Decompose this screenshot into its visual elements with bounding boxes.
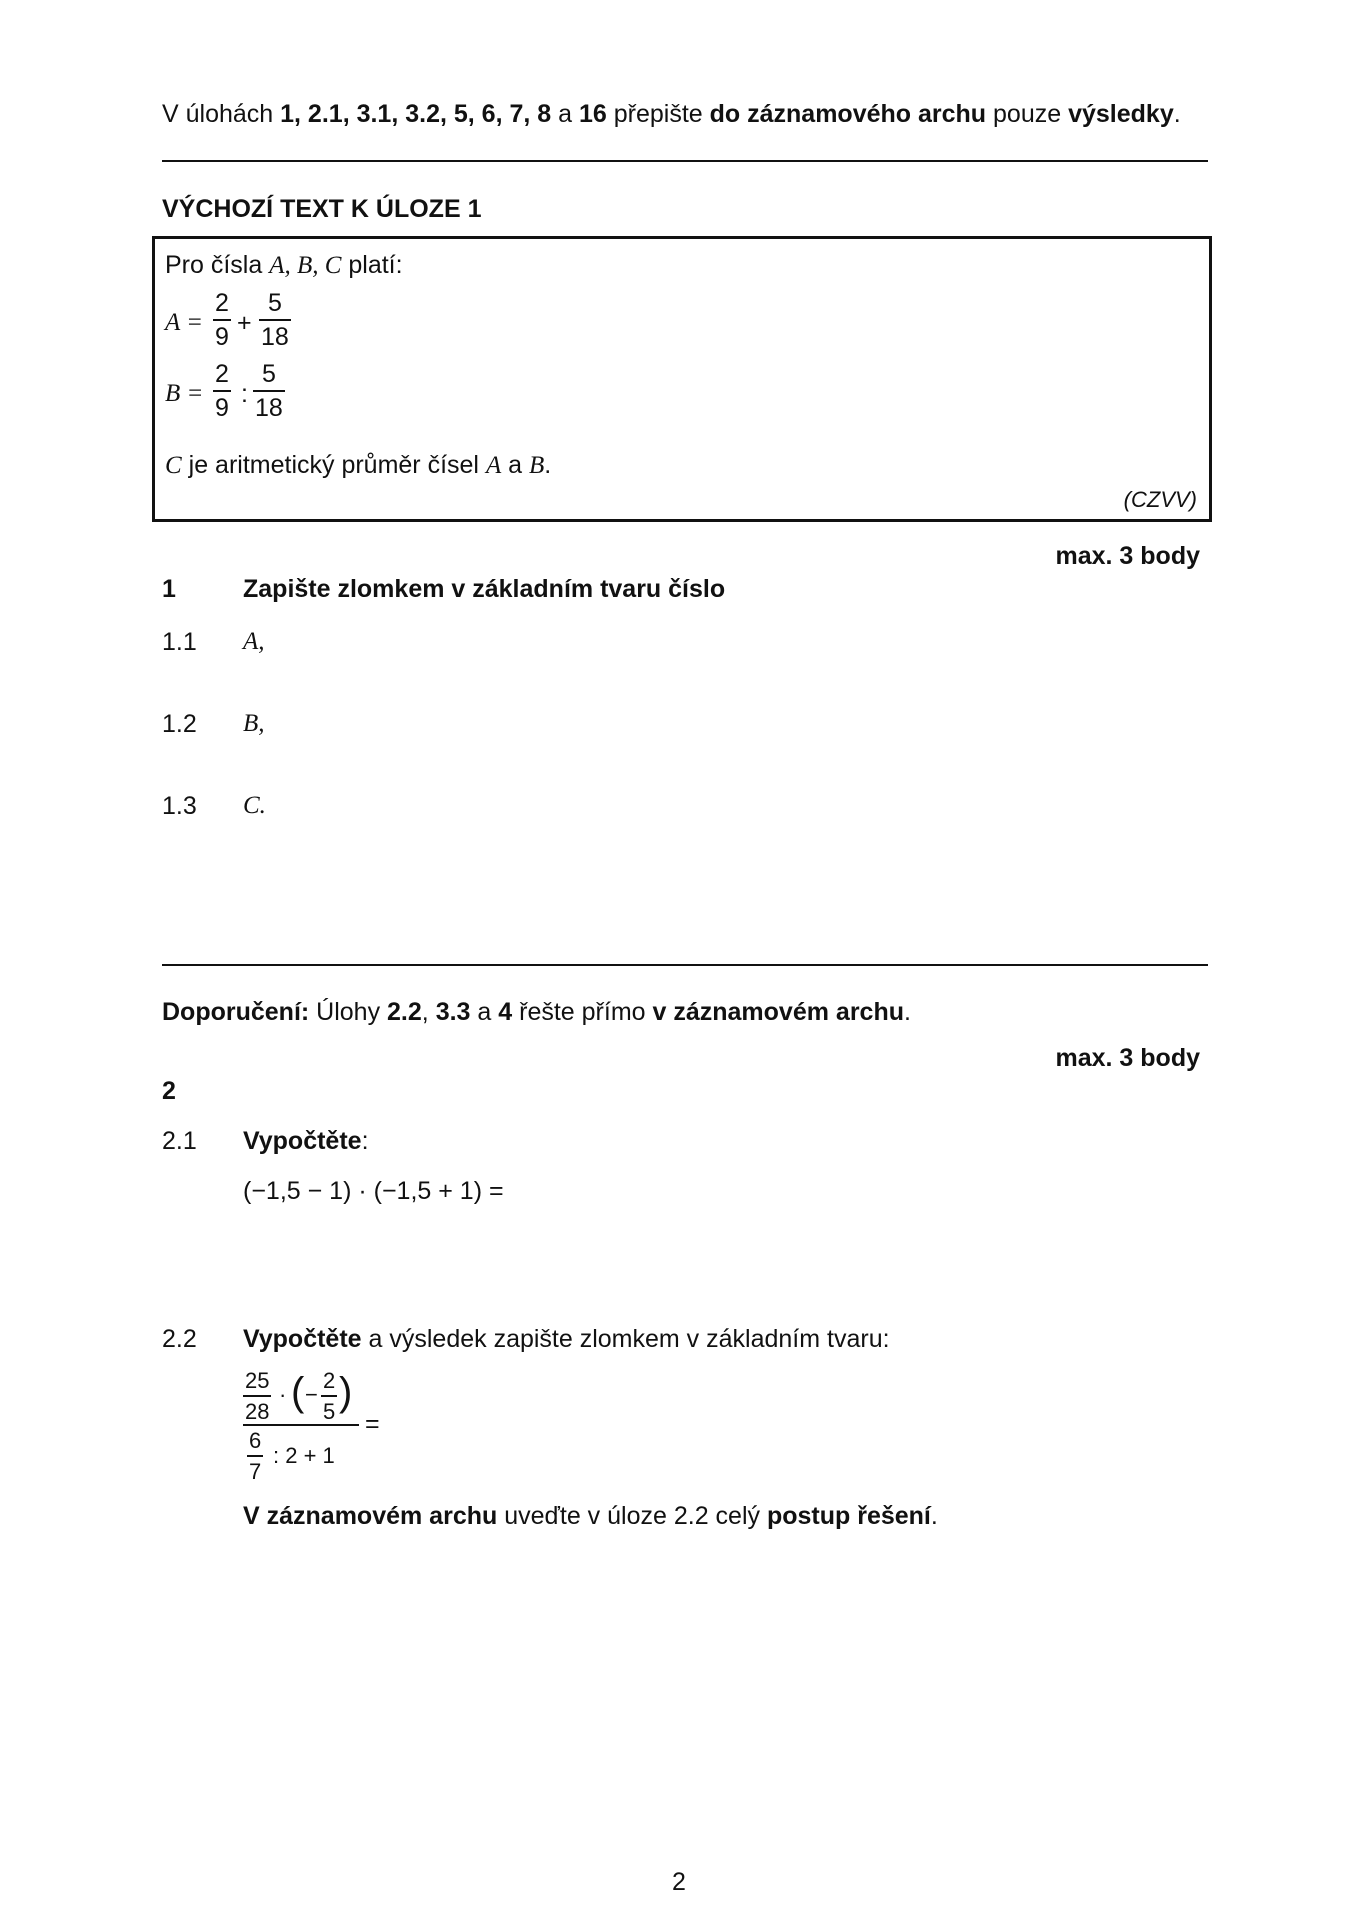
numerator: 2 xyxy=(215,360,229,388)
numerator: 2 xyxy=(323,1368,336,1393)
fraction xyxy=(259,291,291,350)
box-intro xyxy=(165,251,403,280)
subtask-2-1-expression: (−1,5 − 1) · (−1,5 + 1) = xyxy=(243,1177,504,1205)
subtask-2-2-note xyxy=(243,1502,938,1531)
operator: · xyxy=(279,1382,287,1407)
instruction-text: a výsledek zapište zlomkem v základním tvaru: xyxy=(361,1325,890,1353)
subtask-2-1-number: 2.1 xyxy=(162,1127,197,1155)
minus-sign: − xyxy=(305,1382,318,1407)
fraction xyxy=(321,1370,337,1423)
divider xyxy=(162,964,1208,966)
instruction-text: a xyxy=(551,100,579,128)
var-c: C xyxy=(165,452,182,479)
equals-sign: = xyxy=(365,1410,380,1438)
intro-vars: A, B, C xyxy=(269,252,342,279)
main-fraction-bar xyxy=(243,1424,359,1426)
task1-number: 1 xyxy=(162,575,176,603)
recommend-task: 3.3 xyxy=(435,998,471,1026)
numerator: 5 xyxy=(267,289,282,317)
source-heading: VÝCHOZÍ TEXT K ÚLOZE 1 xyxy=(162,195,482,223)
instruction-text: pouze xyxy=(986,100,1069,128)
var-b: B xyxy=(529,452,545,479)
denominator: 18 xyxy=(253,390,285,421)
instruction-bold-tasks: 1, 2.1, 3.1, 3.2, 5, 6, 7, 8 xyxy=(280,100,552,128)
subtask-2-2-number: 2.2 xyxy=(162,1325,197,1353)
recommend-text: a xyxy=(470,998,499,1026)
instruction-text: V úlohách xyxy=(162,100,281,128)
subtask-2-2-instruction xyxy=(243,1325,890,1354)
subtask-1-3-number: 1.3 xyxy=(162,792,197,820)
c-text: a xyxy=(501,451,530,479)
divider xyxy=(162,160,1208,162)
subtask-1-2-number: 1.2 xyxy=(162,710,197,738)
recommend-archive: v záznamovém archu xyxy=(652,998,904,1026)
denominator-tail: : 2 + 1 xyxy=(273,1443,335,1468)
complex-fraction xyxy=(243,1368,383,1484)
task1-question: Zapište zlomkem v základním tvaru číslo xyxy=(243,575,726,603)
recommend-text: . xyxy=(904,998,911,1026)
note-text: uveďte v úloze 2.2 celý xyxy=(497,1502,767,1530)
numerator: 5 xyxy=(261,360,276,388)
colon: : xyxy=(361,1127,369,1155)
denominator: 9 xyxy=(213,390,231,421)
source-attribution: (CZVV) xyxy=(1123,487,1197,512)
note-text: . xyxy=(930,1502,938,1530)
instruction-text: . xyxy=(1173,100,1181,128)
instruction-line xyxy=(162,100,1181,129)
subtask-1-1-value: A, xyxy=(243,628,265,655)
recommend-text: Úlohy xyxy=(309,998,388,1026)
instruction-bold-archive: do záznamového archu xyxy=(709,100,987,128)
recommendation xyxy=(162,998,911,1027)
fraction xyxy=(243,1370,271,1423)
subtask-1-1-number: 1.1 xyxy=(162,628,197,656)
subtask-1-3-value: C. xyxy=(243,792,266,819)
fraction xyxy=(247,1430,263,1483)
fraction xyxy=(213,291,231,350)
fraction xyxy=(213,362,231,421)
recommend-task: 4 xyxy=(498,998,513,1026)
instruction-bold-results: výsledky xyxy=(1068,100,1174,128)
compute-label: Vypočtěte xyxy=(243,1127,362,1155)
denominator: 7 xyxy=(247,1455,263,1483)
task2-number: 2 xyxy=(162,1077,176,1105)
recommend-text: , xyxy=(421,998,436,1026)
numerator: 2 xyxy=(215,289,229,317)
task1-points: max. 3 body xyxy=(1055,542,1200,570)
denominator: 28 xyxy=(243,1395,271,1423)
compute-label: Vypočtěte xyxy=(243,1325,362,1353)
intro-text: Pro čísla xyxy=(165,251,270,279)
denominator: 9 xyxy=(213,319,231,350)
denominator: 5 xyxy=(321,1395,337,1423)
c-text: . xyxy=(544,451,552,479)
equation-lhs: B = xyxy=(165,380,204,407)
paren-right: ) xyxy=(339,1370,353,1414)
recommend-label: Doporučení: xyxy=(162,998,310,1026)
page-number: 2 xyxy=(672,1868,686,1896)
instruction-bold-task16: 16 xyxy=(578,100,607,128)
operator: + xyxy=(237,309,252,337)
intro-text: platí: xyxy=(341,251,403,279)
paren-left: ( xyxy=(291,1370,305,1414)
note-procedure: postup řešení xyxy=(766,1502,931,1530)
c-definition xyxy=(165,451,551,480)
numerator: 25 xyxy=(245,1368,270,1393)
equation-lhs: A = xyxy=(165,309,203,336)
fraction xyxy=(253,362,285,421)
task2-points: max. 3 body xyxy=(1055,1044,1200,1072)
recommend-text: řešte přímo xyxy=(512,998,653,1026)
source-text-box xyxy=(152,236,1212,522)
var-a: A xyxy=(485,452,502,479)
operator: : xyxy=(241,380,248,408)
denominator: 18 xyxy=(259,319,291,350)
c-text: je aritmetický průměr čísel xyxy=(181,451,486,479)
numerator: 6 xyxy=(249,1428,262,1453)
subtask-1-2-value: B, xyxy=(243,710,265,737)
subtask-2-1-instruction xyxy=(243,1127,369,1156)
instruction-text: přepište xyxy=(606,100,710,128)
note-archive: V záznamovém archu xyxy=(243,1502,498,1530)
recommend-task: 2.2 xyxy=(387,998,422,1026)
